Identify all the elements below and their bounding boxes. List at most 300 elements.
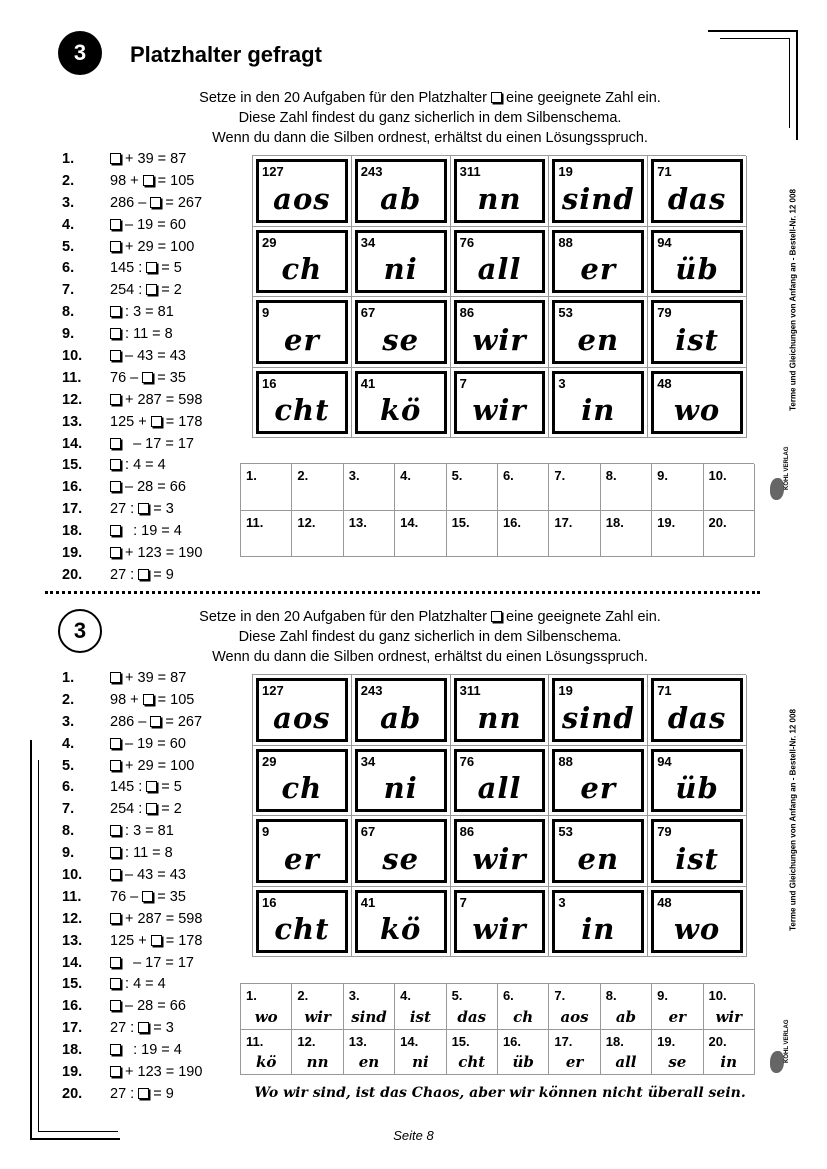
answer-cell[interactable] [601,511,652,558]
card-number: 71 [657,683,672,698]
equation-right: – 19 = 60 [121,216,186,233]
answer-cell[interactable] [395,511,446,558]
card-number: 311 [459,164,481,179]
placeholder-box-icon [110,350,121,361]
logo-icon [770,478,784,500]
answer-number: 6. [502,468,514,483]
equation-left: 27 : [110,1020,139,1037]
answer-cell[interactable] [652,511,703,558]
task-number: 6. [62,260,75,277]
task-number-badge: 3 [58,31,102,75]
equation-left: 254 : [110,282,147,299]
syllable-cell [451,675,550,746]
syllable-grid-solution [252,674,746,957]
syllable-card [256,749,348,813]
answer-cell [292,984,343,1030]
task-equation [110,758,194,774]
task-equation [110,239,194,255]
task-number: 7. [62,801,75,818]
card-syllable: ist [675,841,719,876]
placeholder-box-icon [110,825,121,836]
answer-cell[interactable] [704,511,755,558]
card-number: 34 [360,753,376,769]
equation-left: 98 + [110,691,143,708]
placeholder-box-icon [146,284,157,295]
task-equation [110,1042,182,1058]
syllable-card [651,749,743,813]
task-equation [110,348,186,364]
task-equation [110,911,202,927]
task-row [62,667,242,689]
placeholder-box-icon [110,738,121,749]
answer-table [240,463,754,557]
task-equation [110,1086,174,1102]
syllable-card [651,300,743,364]
equation-right: : 19 = 4 [121,523,182,540]
answer-number: 18. [605,514,624,530]
task-row [62,323,242,345]
syllable-cell [352,156,451,227]
task-row [62,520,242,542]
task-number: 14. [62,954,83,971]
card-number: 76 [459,234,475,250]
equation-right: + 39 = 87 [121,669,187,686]
task-equation [110,414,202,430]
equation-right: + 287 = 598 [121,910,203,927]
card-syllable: wo [673,912,721,946]
answer-syllable: wir [304,1007,331,1026]
card-number: 48 [657,894,672,910]
answer-syllable: wir [715,1007,742,1026]
card-syllable: cht [274,393,330,427]
task-row [62,148,242,170]
syllable-card [256,230,348,294]
answer-cell [601,984,652,1030]
equation-right: : 11 = 8 [121,326,173,343]
answer-cell[interactable] [498,511,549,558]
card-number: 67 [360,305,376,320]
task-row [62,542,242,564]
answer-number: 16. [502,514,522,530]
task-equation [110,1064,202,1080]
equation-right: = 2 [157,282,182,299]
task-row [62,952,242,974]
answer-syllable: in [720,1053,738,1071]
equation-right: – 43 = 43 [121,866,186,883]
card-number: 3 [558,375,566,391]
placeholder-box-icon [110,306,121,317]
equation-left: 125 + [110,413,151,430]
task-row [62,755,242,777]
task-equation [110,779,182,795]
syllable-cell [648,675,747,746]
placeholder-box-icon [110,869,121,880]
answer-cell[interactable] [292,511,343,558]
answer-cell[interactable] [549,464,600,511]
equation-right: – 17 = 17 [121,435,194,452]
answer-cell[interactable] [395,464,446,511]
equation-right: + 39 = 87 [121,150,187,167]
answer-number: 6. [502,988,514,1003]
equation-left: 254 : [110,801,147,818]
card-syllable: das [667,700,727,735]
task-number-badge-solution: 3 [58,609,102,653]
solution-motto: Wo wir sind, ist das Chaos, aber wir können nicht überall sein. [254,1085,746,1101]
syllable-card [256,371,348,435]
card-number: 53 [558,824,573,839]
task-number: 8. [62,823,75,840]
syllable-card [256,678,348,742]
instruction-line1-end: eine geeignete Zahl ein. [506,90,661,106]
task-row [62,389,242,411]
page-number: Seite 8 [393,1128,434,1143]
card-syllable: in [581,912,616,946]
syllable-cell [451,368,550,439]
task-number: 3. [62,194,75,211]
placeholder-box-icon [150,716,161,727]
answer-cell[interactable] [549,511,600,558]
task-number: 13. [62,413,83,430]
task-row [62,301,242,323]
answer-cell [498,984,549,1030]
task-row [62,733,242,755]
answer-syllable: üb [512,1053,534,1071]
card-syllable: kö [379,393,422,427]
card-number: 29 [262,234,277,250]
task-row [62,689,242,711]
syllable-cell [253,297,352,368]
answer-cell [447,1030,498,1076]
task-row [62,842,242,864]
answer-number: 13. [348,514,367,530]
card-syllable: se [382,841,420,876]
placeholder-box-icon [110,153,121,164]
card-syllable: das [667,181,727,216]
card-syllable: ni [383,252,418,286]
task-row [62,711,242,733]
task-row [62,476,242,498]
answer-cell[interactable] [292,464,343,511]
equation-right: – 28 = 66 [121,998,186,1015]
answer-cell[interactable] [447,464,498,511]
card-syllable: sind [561,700,635,735]
logo-icon [770,1051,784,1073]
card-syllable: wir [472,841,527,876]
task-row [62,257,242,279]
task-row [62,864,242,886]
task-number: 17. [62,501,83,518]
placeholder-box-icon [491,92,502,103]
equation-left: 27 : [110,1085,139,1102]
card-number: 71 [657,164,672,179]
syllable-card [355,749,447,813]
syllable-cell [549,368,648,439]
answer-cell[interactable] [447,511,498,558]
card-number: 7 [459,894,467,910]
task-row [62,995,242,1017]
task-row [62,1061,242,1083]
task-number: 15. [62,976,83,993]
answer-number: 14. [400,1033,419,1049]
card-number: 94 [657,753,672,769]
task-equation [110,976,166,992]
task-row [62,170,242,192]
answer-cell [292,1030,343,1076]
syllable-cell [352,297,451,368]
task-number: 18. [62,1042,83,1059]
answer-cell[interactable] [704,464,755,511]
syllable-card [355,890,447,954]
answer-number: 15. [451,514,470,530]
task-equation [110,282,182,298]
equation-right: : 3 = 81 [121,304,174,321]
syllable-card [256,819,348,883]
answer-cell [344,984,395,1030]
answer-number: 19. [657,514,676,530]
equation-left: 76 – [110,888,143,905]
card-syllable: ch [281,252,323,286]
placeholder-box-icon [138,569,149,580]
syllable-cell [549,297,648,368]
card-syllable: üb [675,771,719,805]
task-row [62,214,242,236]
page-title: Platzhalter gefragt [130,42,322,67]
answer-cell[interactable] [601,464,652,511]
publisher-logo [770,1019,800,1081]
card-syllable: in [581,393,616,427]
task-number: 13. [62,932,83,949]
syllable-card [651,678,743,742]
answer-number: 7. [554,468,566,483]
syllable-card [256,890,348,954]
syllable-cell [648,297,747,368]
syllable-card [454,819,546,883]
equation-right: + 123 = 190 [121,544,203,561]
instruction-line3: Wenn du dann die Silben ordnest, erhältst du einen Lösungsspruch. [212,130,648,146]
equation-right: = 105 [153,691,195,708]
instructions-solution [150,607,710,667]
task-number: 10. [62,866,83,883]
syllable-card [454,300,546,364]
equation-left: 145 : [110,779,147,796]
answer-cell [704,984,755,1030]
task-row [62,1017,242,1039]
task-row [62,908,242,930]
syllable-card [355,371,447,435]
syllable-card [552,159,644,223]
card-syllable: wir [472,912,527,946]
card-syllable: se [382,322,420,357]
task-number: 20. [62,566,83,583]
card-number: 127 [262,683,284,698]
card-number: 29 [262,753,277,769]
answer-number: 17. [554,514,573,530]
card-syllable: er [284,322,320,357]
task-number: 16. [62,998,83,1015]
task-number: 7. [62,282,75,299]
syllable-cell [648,368,747,439]
syllable-cell [352,675,451,746]
answer-syllable: ab [615,1007,637,1026]
equation-right: = 178 [161,413,203,430]
placeholder-box-icon [146,803,157,814]
card-syllable: en [577,322,620,357]
syllable-cell [253,227,352,298]
task-equation [110,173,194,189]
syllable-cell [549,746,648,817]
card-number: 53 [558,305,573,320]
answer-number: 20. [708,514,727,530]
card-syllable: all [477,771,522,805]
card-number: 16 [262,894,277,910]
task-equation [110,933,202,949]
card-syllable: nn [477,181,522,216]
placeholder-box-icon [110,241,121,252]
task-number: 11. [62,369,82,386]
syllable-card [454,371,546,435]
syllable-cell [648,156,747,227]
task-list [62,148,242,586]
task-row [62,886,242,908]
card-number: 86 [459,824,475,839]
placeholder-box-icon [143,175,154,186]
task-number: 2. [62,172,75,189]
syllable-cell [352,887,451,958]
syllable-card [355,230,447,294]
task-number: 1. [62,150,75,167]
answer-cell [704,1030,755,1076]
logo-text: KOHL VERLAG [784,1019,790,1063]
sidebar-text: Terme und Gleichungen von Anfang an - Bestell-Nr. 12 008 [788,189,798,411]
placeholder-box-icon [143,694,154,705]
equation-right: = 5 [157,260,182,277]
task-number: 19. [62,1063,83,1080]
placeholder-box-icon [138,1088,149,1099]
placeholder-box-icon [138,1022,149,1033]
syllable-cell [648,816,747,887]
equation-right: = 267 [161,194,203,211]
card-syllable: ab [380,181,422,216]
syllable-card [355,819,447,883]
card-number: 79 [657,824,672,839]
task-number: 17. [62,1020,83,1037]
answer-syllable: ni [412,1053,429,1071]
placeholder-box-icon [110,547,121,558]
answer-cell[interactable] [241,511,292,558]
answer-cell [652,1030,703,1076]
syllable-cell [549,156,648,227]
equation-left: 98 + [110,172,143,189]
placeholder-box-icon [110,438,121,449]
answer-cell[interactable] [344,464,395,511]
card-number: 243 [360,683,383,698]
syllable-cell [451,816,550,887]
answer-cell[interactable] [498,464,549,511]
answer-number: 3. [348,468,360,483]
syllable-card [651,230,743,294]
card-syllable: wir [472,322,527,357]
placeholder-box-icon [110,219,121,230]
answer-number: 10. [708,988,727,1003]
placeholder-box-icon [150,197,161,208]
syllable-card [355,678,447,742]
syllable-card [651,159,743,223]
equation-right: = 267 [161,713,203,730]
task-equation [110,545,202,561]
syllable-card [552,749,644,813]
task-equation [110,845,173,861]
syllable-card [454,749,546,813]
task-row [62,433,242,455]
placeholder-box-icon [110,1044,121,1055]
answer-number: 4. [400,468,412,483]
answer-syllable: das [457,1007,487,1026]
placeholder-box-icon [491,611,502,622]
syllable-cell [648,227,747,298]
answer-syllable: ist [409,1007,431,1026]
equation-right: : 19 = 4 [121,1042,182,1059]
task-row [62,820,242,842]
answer-cell [601,1030,652,1076]
syllable-cell [549,887,648,958]
card-number: 41 [360,894,376,910]
placeholder-box-icon [110,847,121,858]
answer-syllable: se [668,1053,687,1071]
card-number: 9 [262,824,270,839]
answer-number: 2. [297,988,309,1003]
task-equation [110,195,202,211]
answer-cell[interactable] [344,511,395,558]
syllable-cell [253,675,352,746]
answer-number: 5. [451,988,463,1003]
equation-right: – 19 = 60 [121,735,186,752]
syllable-cell [352,227,451,298]
task-row [62,498,242,520]
card-syllable: üb [675,252,719,286]
syllable-card [454,678,546,742]
answer-cell [447,984,498,1030]
syllable-cell [451,887,550,958]
equation-right: = 5 [157,779,182,796]
task-row [62,564,242,586]
task-number: 9. [62,326,75,343]
equation-right: + 123 = 190 [121,1063,203,1080]
card-syllable: ab [380,700,422,735]
answer-number: 14. [400,514,419,530]
answer-cell[interactable] [241,464,292,511]
task-number: 4. [62,735,75,752]
task-equation [110,567,174,583]
syllable-card [355,300,447,364]
equation-left: 145 : [110,260,147,277]
answer-number: 10. [708,468,727,483]
equation-right: = 105 [153,172,195,189]
syllable-grid [252,155,746,438]
task-equation [110,1020,174,1036]
task-row [62,798,242,820]
task-row [62,930,242,952]
card-number: 127 [262,164,284,179]
card-syllable: aos [273,181,331,216]
answer-cell[interactable] [652,464,703,511]
answer-number: 7. [554,988,566,1003]
syllable-card [552,300,644,364]
syllable-card [454,230,546,294]
placeholder-box-icon [110,459,121,470]
placeholder-box-icon [151,935,162,946]
card-number: 79 [657,305,672,320]
answer-syllable: er [565,1053,584,1071]
